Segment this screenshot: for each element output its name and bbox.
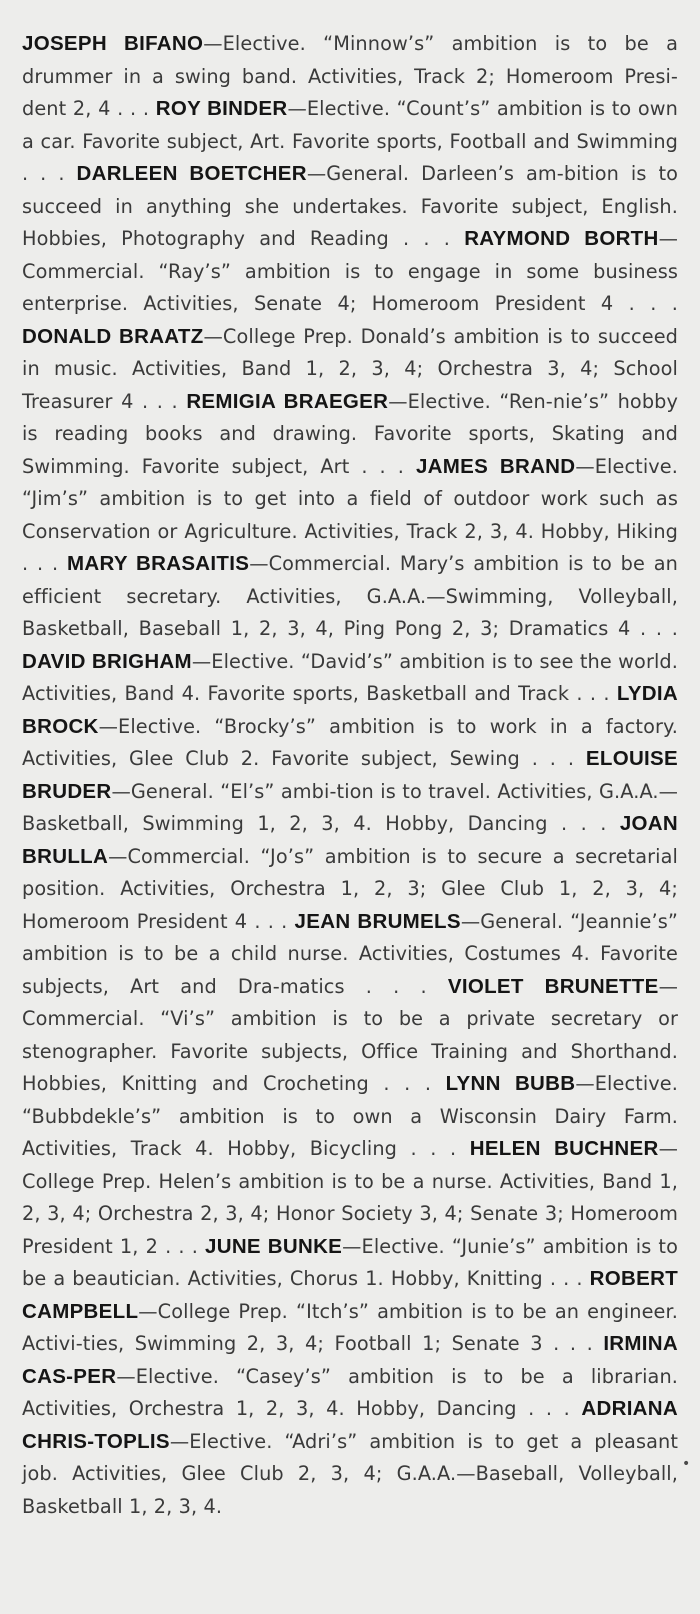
student-name: HELEN BUCHNER: [469, 1137, 659, 1160]
entry-separator: . . .: [542, 1267, 590, 1290]
student-description: —Elective. “Minnow’s” ambition is to be a drummer in a swing band. Activities, Track 2; Homeroom Presi-dent 2, 4: [22, 32, 678, 120]
student-name: REMIGIA BRAEGER: [186, 389, 389, 413]
entry-separator: . . .: [368, 1072, 446, 1095]
entry-separator: . . .: [22, 129, 685, 185]
student-description: —General. Darleen’s am-bition is to succeed in anything she undertakes. Favorite subject, English. Hobbies, Photography and Reading: [22, 162, 679, 250]
student-description: —Elective. “Brocky’s” ambition is to work in a factory. Activities, Glee Club 2. Favorite subject, Sewing: [22, 714, 678, 770]
student-description: —Elective. “Casey’s” ambition is to be a librarian. Activities, Orchestra 1, 2, 3, 4. Hobby, Dancing: [22, 1364, 678, 1420]
student-name: JUNE BUNKE: [205, 1234, 343, 1258]
entry-separator: . . .: [569, 682, 617, 705]
student-name: LYNN BUBB: [445, 1072, 576, 1095]
entry-separator: . . .: [519, 747, 586, 770]
student-name: ROBERT CAMPBELL: [22, 1267, 679, 1323]
student-name: ELOUISE BRUDER: [22, 747, 678, 803]
entry-separator: . . .: [613, 292, 685, 315]
student-description: —College Prep. Donald’s ambition is to succeed in music. Activities, Band 1, 2, 3, 4; Orchestra 3, 4; School Treasurer 4: [22, 324, 678, 413]
entry-separator: . . .: [110, 97, 156, 120]
entry-separator: . . .: [22, 519, 685, 575]
entry-separator: . . .: [542, 1332, 604, 1355]
student-name: DAVID BRIGHAM: [22, 649, 192, 673]
student-description: —Elective. “Count’s” ambition is to own a car. Favorite subject, Art. Favorite sports, Football and Swimming: [22, 97, 678, 153]
student-description: —General. “Jeannie’s” ambition is to be a child nurse. Activities, Costumes 4. Favorite subjects, Art and Dra-matics: [22, 909, 678, 998]
student-description: —Elective. “Junie’s” ambition is to be a beautician. Activities, Chorus 1. Hobby, Knitting: [22, 1234, 678, 1290]
student-name: VIOLET BRUNETTE: [447, 974, 659, 998]
student-description: —Commercial. Mary’s ambition is to be an efficient secretary. Activities, G.A.A.—Swimming, Volleyball, Basketball, Baseball 1, 2, 3, 4, Ping Pong 2, 3; Dramatics 4: [22, 552, 678, 640]
student-name: DONALD BRAATZ: [22, 324, 204, 348]
student-name: JAMES BRAND: [415, 454, 576, 478]
entry-separator: . . .: [547, 812, 620, 835]
entry-separator: . . .: [349, 454, 416, 478]
student-description: —Elective. “Bubbdekle’s” ambition is to own a Wisconsin Dairy Farm. Activities, Track 4. Hobby, Bicycling: [22, 1072, 678, 1160]
student-description: —College Prep. Helen’s ambition is to be a nurse. Activities, Band 1, 2, 3, 4; Orchestra 2, 3, 4; Honor Society 3, 4; Senate 3; Homeroom President 1, 2: [22, 1137, 678, 1258]
student-description: —Commercial. “Ray’s” ambition is to engage in some business enterprise. Activities, Senate 4; Homeroom President 4: [22, 227, 679, 315]
student-name: MARY BRASAITIS: [67, 552, 250, 575]
student-description: —Commercial. “Vi’s” ambition is to be a private secretary or stenographer. Favorite subjects, Office Training and Shorthand. Hobbies, Knitting and Crocheting: [22, 974, 678, 1095]
entry-separator: . . .: [388, 227, 465, 250]
margin-mark: •: [682, 1456, 691, 1472]
senior-biographies-paragraph: [22, 28, 685, 1523]
entry-separator: . . .: [396, 1137, 470, 1160]
student-description: —General. “El’s” ambi-tion is to travel. Activities, G.A.A.—Basketball, Swimming 1, 2, 3, 4. Hobby, Dancing: [22, 779, 678, 835]
student-description: —Elective. “David’s” ambition is to see the world. Activities, Band 4. Favorite sports, Basketball and Track: [22, 649, 678, 705]
entry-separator: . . .: [247, 909, 295, 933]
student-name: LYDIA BROCK: [22, 682, 678, 738]
student-description: —College Prep. “Itch’s” ambition is to be an engineer. Activi-ties, Swimming 2, 3, 4; Football 1; Senate 3: [22, 1299, 678, 1355]
student-name: RAYMOND BORTH: [464, 227, 659, 250]
student-name: JOAN BRULLA: [22, 812, 678, 868]
student-name: ADRIANA CHRIS-TOPLIS: [22, 1397, 678, 1453]
student-name: JEAN BRUMELS: [294, 909, 461, 933]
student-description: —Elective. “Ren-nie’s” hobby is reading books and drawing. Favorite sports, Skating and Swimming. Favorite subject, Art: [22, 389, 679, 478]
student-name: ROY BINDER: [155, 97, 288, 120]
student-description: —Elective. “Jim’s” ambition is to get into a field of outdoor work such as Conservation or Agriculture. Activities, Track 2, 3, 4. Hobby, Hiking: [22, 454, 678, 543]
entry-separator: . . .: [516, 1397, 582, 1420]
student-name: JOSEPH BIFANO: [22, 32, 204, 55]
student-name: DARLEEN BOETCHER: [76, 162, 307, 185]
entry-separator: . . .: [133, 389, 187, 413]
entry-separator: . . .: [630, 617, 685, 640]
student-name: IRMINA CAS-PER: [22, 1332, 678, 1388]
student-description: —Elective. “Adri’s” ambition is to get a pleasant job. Activities, Glee Club 2, 3, 4; G.A.A.—Baseball, Volleyball, Basketball 1, 2, 3, 4.: [22, 1429, 678, 1518]
student-description: —Commercial. “Jo’s” ambition is to secure a secretarial position. Activities, Orchestra 1, 2, 3; Glee Club 1, 2, 3, 4; Homeroom President 4: [22, 844, 678, 933]
entry-separator: . . .: [157, 1234, 206, 1258]
entry-separator: . . .: [344, 974, 448, 998]
